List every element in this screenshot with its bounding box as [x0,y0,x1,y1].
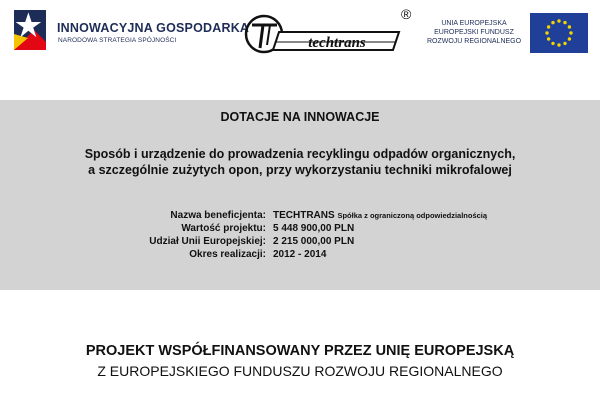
innowacyjna-title: INNOWACYJNA GOSPODARKA [57,21,250,35]
techtrans-wordmark: techtrans [308,35,366,51]
beneficiary-name: TECHTRANS [273,210,335,221]
info-row-period [0,249,600,263]
innowacyjna-subtitle: NARODOWA STRATEGIA SPÓJNOŚCI [58,37,177,44]
eu-line-2: EUROPEJSKI FUNDUSZ [434,29,514,36]
eu-line-1: UNIA EUROPEJSKA [441,20,507,27]
beneficiary-company-type: Spółka z ograniczoną odpowiedzialnością [337,211,488,220]
info-value: 2 215 000,00 PLN [273,236,355,247]
eu-line-3: ROZWOJU REGIONALNEGO [426,38,522,45]
info-value: 2012 - 2014 [273,249,327,260]
panel-heading: DOTACJE NA INNOWACJE [220,110,380,124]
innowacyjna-gospodarka-logo [10,8,250,52]
techtrans-logo [243,6,415,60]
innowacyjna-gospodarka-mark-icon [10,8,50,52]
project-description-line-1: Sposób i urządzenie do prowadzenia recyklingu odpadów organicznych, [84,147,516,161]
registered-mark: ® [401,6,412,22]
info-label: Okres realizacji: [189,249,266,260]
project-description-line-2: a szczególnie zużytych opon, przy wykorzystaniu techniki mikrofalowej [88,163,512,177]
techtrans-emblem-icon [243,12,403,60]
info-label: Wartość projektu: [181,223,266,234]
fund-statement: Z EUROPEJSKIEGO FUNDUSZU ROZWOJU REGIONALNEGO [97,363,503,379]
info-label: Nazwa beneficjenta: [170,210,266,221]
project-info-panel [0,100,600,290]
info-row-project-value [0,223,600,237]
eu-flag-icon [530,13,588,53]
info-label: Udział Unii Europejskiej: [149,236,266,247]
info-row-eu-share [0,236,600,250]
info-row-beneficiary [0,210,600,224]
info-value [273,210,487,221]
eu-fund-label [422,19,526,46]
info-value: 5 448 900,00 PLN [273,223,355,234]
cofinanced-statement: PROJEKT WSPÓŁFINANSOWANY PRZEZ UNIĘ EUROPEJSKĄ [85,343,515,359]
project-description [0,146,600,178]
